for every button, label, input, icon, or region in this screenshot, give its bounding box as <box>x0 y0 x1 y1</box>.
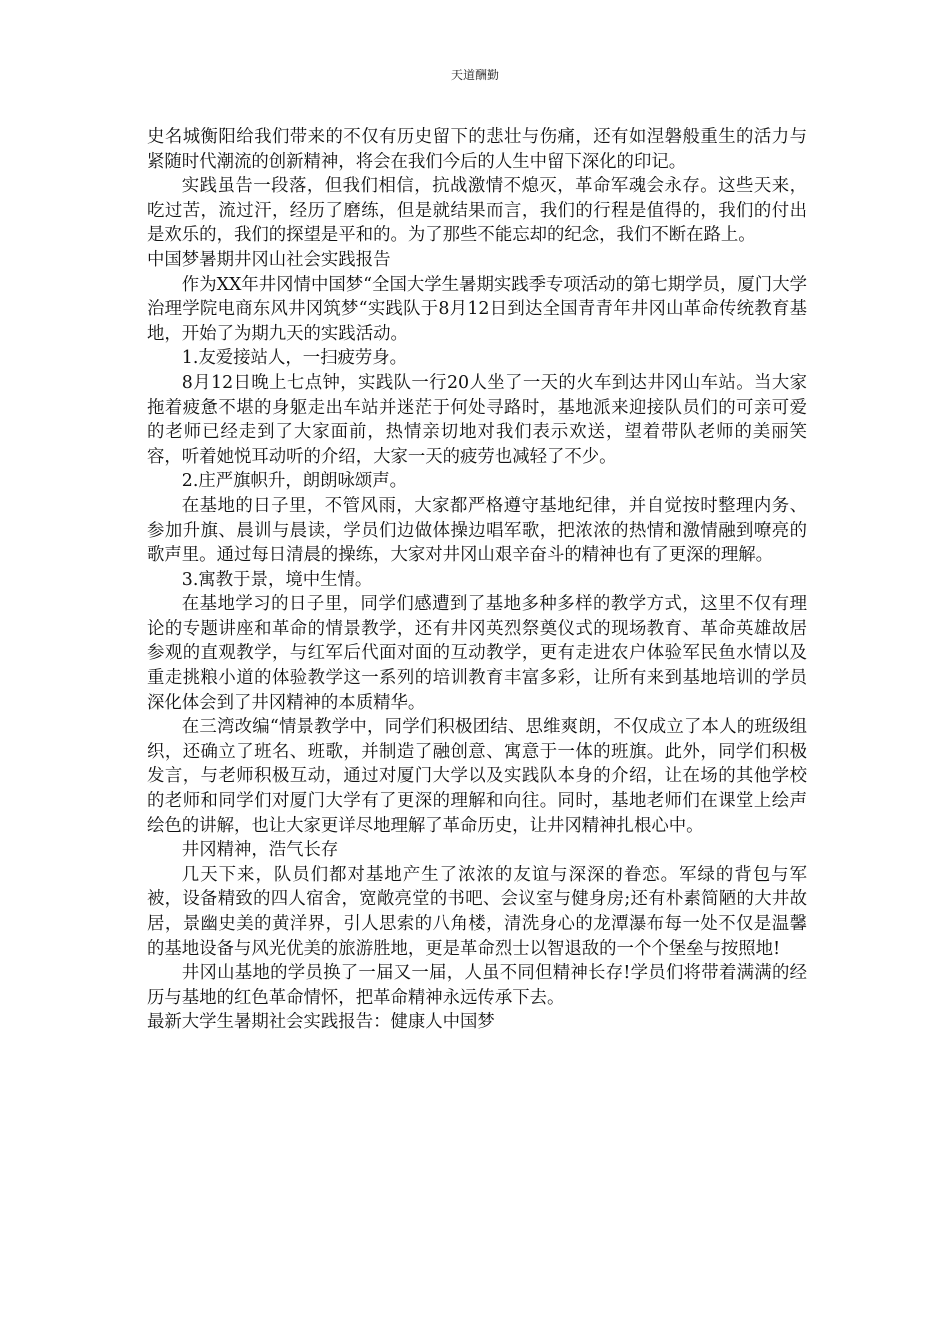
section-title: 中国梦暑期井冈山社会实践报告 <box>147 249 391 270</box>
subheading: 2.庄严旗帜升，朗朗咏颂声。 <box>181 471 408 492</box>
paragraph: 几天下来，队员们都对基地产生了浓浓的友谊与深深的眷恋。军绿的背包与军被，设备精致的四人宿舍，宽敞亮堂的书吧、会议室与健身房;还有朴素简陋的大井故居，景幽史美的黄洋界，引人思索的八角楼，清洗身心的龙潭瀑布每一处不仅是温馨的基地设备与风光优美的旅游胜地，更是革命烈士以智退敌的一个个堡垒与按照地! <box>147 864 807 959</box>
subheading: 井冈精神，浩气长存 <box>181 840 339 861</box>
document-body <box>147 125 807 1035</box>
subheading: 1.友爱接站人，一扫疲劳身。 <box>181 348 408 369</box>
paragraph: 井冈山基地的学员换了一届又一届，人虽不同但精神长存!学员们将带着满满的经历与基地的红色革命情怀，把革命精神永远传承下去。 <box>147 963 807 1008</box>
paragraph: 8月12日晚上七点钟，实践队一行20人坐了一天的火车到达井冈山车站。当大家拖着疲惫不堪的身躯走出车站并迷茫于何处寻路时，基地派来迎接队员们的可亲可爱的老师已经走到了大家面前，热情亲切地对我们表示欢送，望着带队老师的美丽笑容，听着她悦耳动听的介绍，大家一天的疲劳也减轻了不少。 <box>147 372 807 467</box>
section-title: 最新大学生暑期社会实践报告：健康人中国梦 <box>147 1012 495 1033</box>
paragraph: 实践虽告一段落，但我们相信，抗战激情不熄灭，革命军魂会永存。这些天来，吃过苦，流过汗，经历了磨练，但是就结果而言，我们的行程是值得的，我们的付出是欢乐的，我们的探望是平和的。为了那些不能忘却的纪念，我们不断在路上。 <box>147 176 807 246</box>
paragraph-continuation: 史名城衡阳给我们带来的不仅有历史留下的悲壮与伤痛，还有如涅磐般重生的活力与紧随时代潮流的创新精神，将会在我们今后的人生中留下深化的印记。 <box>147 127 807 172</box>
paragraph: 在基地学习的日子里，同学们感遭到了基地多种多样的教学方式，这里不仅有理论的专题讲座和革命的情景教学，还有井冈英烈祭奠仪式的现场教育、革命英雄故居参观的直观教学，与红军后代面对面的互动教学，更有走进农户体验军民鱼水情以及重走挑粮小道的体验教学这一系列的培训教育丰富多彩，让所有来到基地培训的学员深化体会到了井冈精神的本质精华。 <box>147 594 807 713</box>
page-header: 天道酬勤 <box>450 68 499 82</box>
subheading: 3.寓教于景，境中生情。 <box>181 569 373 590</box>
paragraph: 作为XX年井冈情中国梦“全国大学生暑期实践季专项活动的第七期学员，厦门大学治理学院电商东风井冈筑梦“实践队于8月12日到达全国青青年井冈山革命传统教育基地，开始了为期九天的实践活动。 <box>147 274 807 344</box>
paragraph: 在基地的日子里，不管风雨，大家都严格遵守基地纪律，并自觉按时整理内务、参加升旗、晨训与晨读，学员们边做体操边唱军歌，把浓浓的热情和激情融到嘹亮的歌声里。通过每日清晨的操练，大家对井冈山艰辛奋斗的精神也有了更深的理解。 <box>147 495 807 566</box>
paragraph: 在三湾改编“情景教学中，同学们积极团结、思维爽朗，不仅成立了本人的班级组织，还确立了班名、班歌，并制造了融创意、寓意于一体的班旗。此外，同学们积极发言，与老师积极互动，通过对厦门大学以及实践队本身的介绍，让在场的其他学校的老师和同学们对厦门大学有了更深的理解和向往。同时，基地老师们在课堂上绘声绘色的讲解，也让大家更详尽地理解了革命历史，让井冈精神扎根心中。 <box>147 717 807 836</box>
